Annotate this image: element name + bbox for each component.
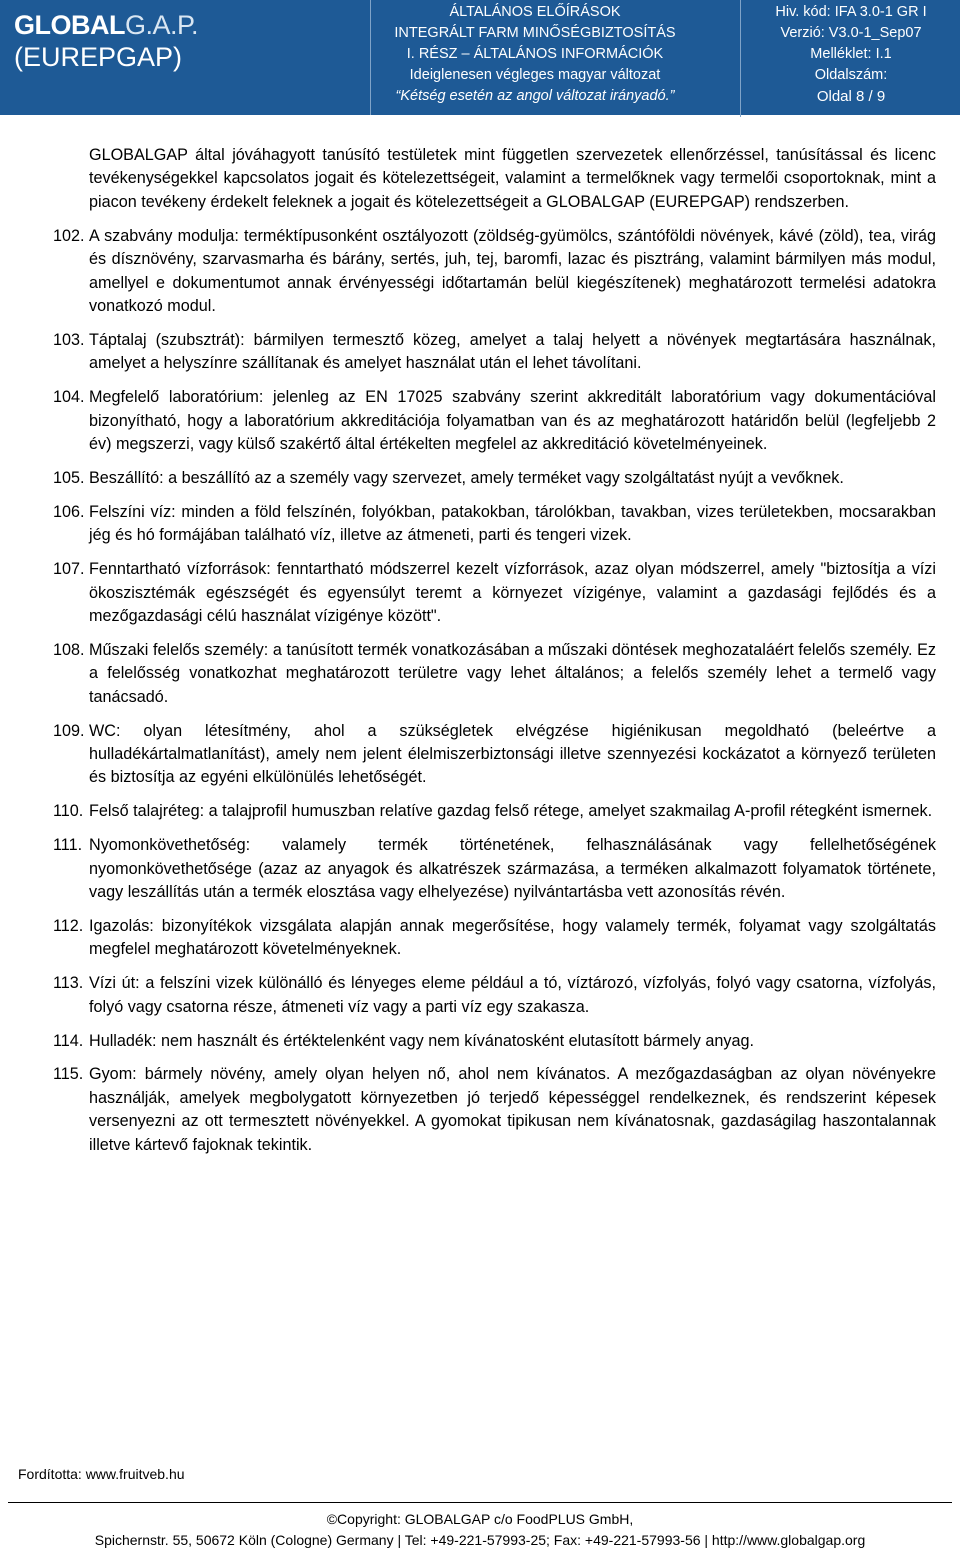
intro-paragraph: GLOBALGAP által jóváhagyott tanúsító testületek mint független szervezetek ellenőrzéssel, tanúsítással és licenc tevékenységekkel kapcsolatos jogait és kötelezettségeit, valamint a termelőknek vagy termelői csoportoknak, mint a piacon tevékeny érdekelt feleknek a jogait és kötelezettségeit a GLOBALGAP (EUREPGAP) rendszerben. xyxy=(89,146,936,211)
item-number: 111. xyxy=(53,836,83,855)
doc-annex: Melléklet: I.1 xyxy=(810,46,892,62)
header-meta-block xyxy=(740,0,960,117)
footer-copyright: ©Copyright: GLOBALGAP c/o FoodPLUS GmbH, xyxy=(326,1511,634,1527)
logo-line1 xyxy=(14,10,198,41)
item-text: WC: olyan létesítmény, ahol a szükségletek elvégzése higiénikusan megoldható (beleértve a hulladékártalmatlanítást), amely nem jelent élelmiszerbiztonsági illetve szennyezési kockázatot a környező területen és biztosítja az egyéni elkülönülés lehetőségét. xyxy=(89,721,936,787)
header-part: I. RÉSZ – ÁLTALÁNOS INFORMÁCIÓK xyxy=(406,46,664,62)
item-number: 108. xyxy=(53,640,85,659)
item-number: 102. xyxy=(53,226,85,245)
item-number: 110. xyxy=(53,802,84,821)
item-number: 104. xyxy=(53,388,85,407)
header-version-note: Ideiglenesen végleges magyar változat xyxy=(409,67,661,83)
logo xyxy=(0,0,371,115)
definition-item xyxy=(53,1063,936,1157)
item-text: Beszállító: a beszállító az a személy vagy szervezet, amely terméket vagy szolgáltatást nyújt a vevőknek. xyxy=(89,468,844,487)
item-text: Megfelelő laboratórium: jelenleg az EN 17025 szabvány szerint akkreditált laboratórium vagy dokumentációval bizonyítható, hogy a laboratórium akkreditációja folyamatban van és az meghatározott határidőn belül (legfeljebb 2 év) megszerzi, vagy külső szakértő által értékelten megfelel az akkreditáció követelményeinek. xyxy=(89,388,936,453)
item-number: 114. xyxy=(53,1031,84,1050)
item-text: Nyomonkövethetőség: valamely termék történetének, felhasználásának vagy fellelhetőségének nyomonkövethetősége (azaz az anyagok és alkatrészek származása, a terméken alkalmazott folyamatok története, vagy leszállítás után a termék elosztása vagy elhelyezése) nyilvántartásba vett azonosítás révén. xyxy=(89,836,936,901)
item-number: 109. xyxy=(53,721,85,740)
document-body xyxy=(53,144,936,1157)
definition-item xyxy=(53,720,936,790)
definition-item xyxy=(53,639,936,709)
translator-credit: Fordította: www.fruitveb.hu xyxy=(18,1466,185,1482)
item-text: Műszaki felelős személy: a tanúsított termék vonatkozásában a műszaki döntések meghozataláért felelős személy. Ez a felelősség vonatkozhat meghatározott területre vagy lehet általános; a felelős személy lehet a termelő vagy tanácsadó. xyxy=(89,640,936,706)
item-text: Felszíni víz: minden a föld felszínén, folyókban, patakokban, tárolókban, tavakban, vizes területekben, mocsarakban jég és hó formájában található víz, illetve az átmeneti, parti és tengeri vizek. xyxy=(89,502,936,545)
header-title: ÁLTALÁNOS ELŐÍRÁSOK xyxy=(449,4,621,20)
definition-item xyxy=(53,834,936,904)
definition-item xyxy=(53,386,936,456)
item-number: 103. xyxy=(53,330,85,349)
page-footer xyxy=(0,1509,960,1551)
page-number-label: Oldalszám: xyxy=(814,67,888,83)
definition-item xyxy=(53,558,936,628)
item-number: 112. xyxy=(53,916,84,935)
item-number: 105. xyxy=(53,468,85,487)
item-text: A szabvány modulja: terméktípusonként osztályozott (zöldség-gyümölcs, szántóföldi növények, kávé (zöld), tea, virág és dísznövény, szarvasmarha és bárány, sertés, juh, tej, baromfi, lazac és pisztráng, valamint bármilyen más modul, amellyel e dokumentumot annak érvényességi időtartamán belül kiegészítenek) meghatározott termelési adatokra vonatkozó modul. xyxy=(89,226,936,315)
doc-code: Hiv. kód: IFA 3.0-1 GR I xyxy=(775,4,927,20)
page-header xyxy=(0,0,960,115)
item-number: 115. xyxy=(53,1065,84,1084)
definition-item xyxy=(53,1030,936,1053)
item-text: Gyom: bármely növény, amely olyan helyen nő, ahol nem kívánatos. A mezőgazdaságban az olyan növényekre használják, amelyek megbolygatott környezetben jó terjedő képességgel rendelkeznek, és rendszerint képesek versenyezni az ott termesztett növényekkel. A gyomokat tipikusan nem kívánatosnak, gazdaságilag haszontalannak illetve kártevő fajoknak tekintik. xyxy=(89,1065,936,1154)
definition-item xyxy=(53,915,936,962)
definition-item xyxy=(53,972,936,1019)
logo-bold: GLOBAL xyxy=(14,10,125,40)
definition-item xyxy=(53,800,936,823)
item-text: Vízi út: a felszíni vizek különálló és lényeges eleme például a tó, víztározó, vízfolyás, folyó vagy csatorna, vízfolyás, folyó vagy csatorna része, átmeneti víz vagy a parti víz egy szakasza. xyxy=(89,974,936,1016)
definition-item xyxy=(53,329,936,376)
item-number: 106. xyxy=(53,502,85,521)
definition-item xyxy=(53,501,936,548)
item-text: Táptalaj (szubsztrát): bármilyen termesztő közeg, amelyet a talaj helyett a növények megtartására használnak, amelyet a helyszínre szállítanak és amelyet használat után el lehet távolítani. xyxy=(89,330,936,373)
logo-line2: (EUREPGAP) xyxy=(14,42,183,72)
page-number: Oldal 8 / 9 xyxy=(816,88,886,105)
item-text: Felső talajréteg: a talajprofil humuszban relatíve gazdag felső rétege, amelyet szakmailag A-profil rétegként ismernek. xyxy=(89,802,933,821)
item-text: Fenntartható vízforrások: fenntartható módszerrel kezelt vízforrások, azaz olyan módszerrel, amely "biztosítja a vízi ökoszisztémák egészségét és egyensúlyt teremt a környezet vízigénye, valamint a gazdasági fejlődés és a mezőgazdasági célú használat vízigénye között". xyxy=(89,560,936,625)
header-title-block xyxy=(330,0,740,117)
logo-rest: G.A.P. xyxy=(125,10,199,40)
header-subtitle: INTEGRÁLT FARM MINŐSÉGBIZTOSÍTÁS xyxy=(394,25,676,41)
item-number: 113. xyxy=(53,974,84,993)
header-language-note: “Kétség esetén az angol változat irányadó.” xyxy=(395,88,675,104)
item-text: Hulladék: nem használt és értéktelenként vagy nem kívánatosként elutasított bármely anyag. xyxy=(89,1031,754,1050)
footer-divider xyxy=(8,1502,952,1503)
definition-item xyxy=(53,225,936,319)
definition-item xyxy=(53,467,936,490)
doc-version: Verzió: V3.0-1_Sep07 xyxy=(780,25,922,41)
item-text: Igazolás: bizonyítékok vizsgálata alapján annak megerősítése, hogy valamely termék, folyamat vagy szolgáltatás megfelel meghatározott követelményeknek. xyxy=(89,916,936,959)
item-number: 107. xyxy=(53,560,85,579)
footer-address: Spichernstr. 55, 50672 Köln (Cologne) Germany | Tel: +49-221-57993-25; Fax: +49-221-57993-56 | http://www.globalgap.org xyxy=(94,1532,866,1548)
